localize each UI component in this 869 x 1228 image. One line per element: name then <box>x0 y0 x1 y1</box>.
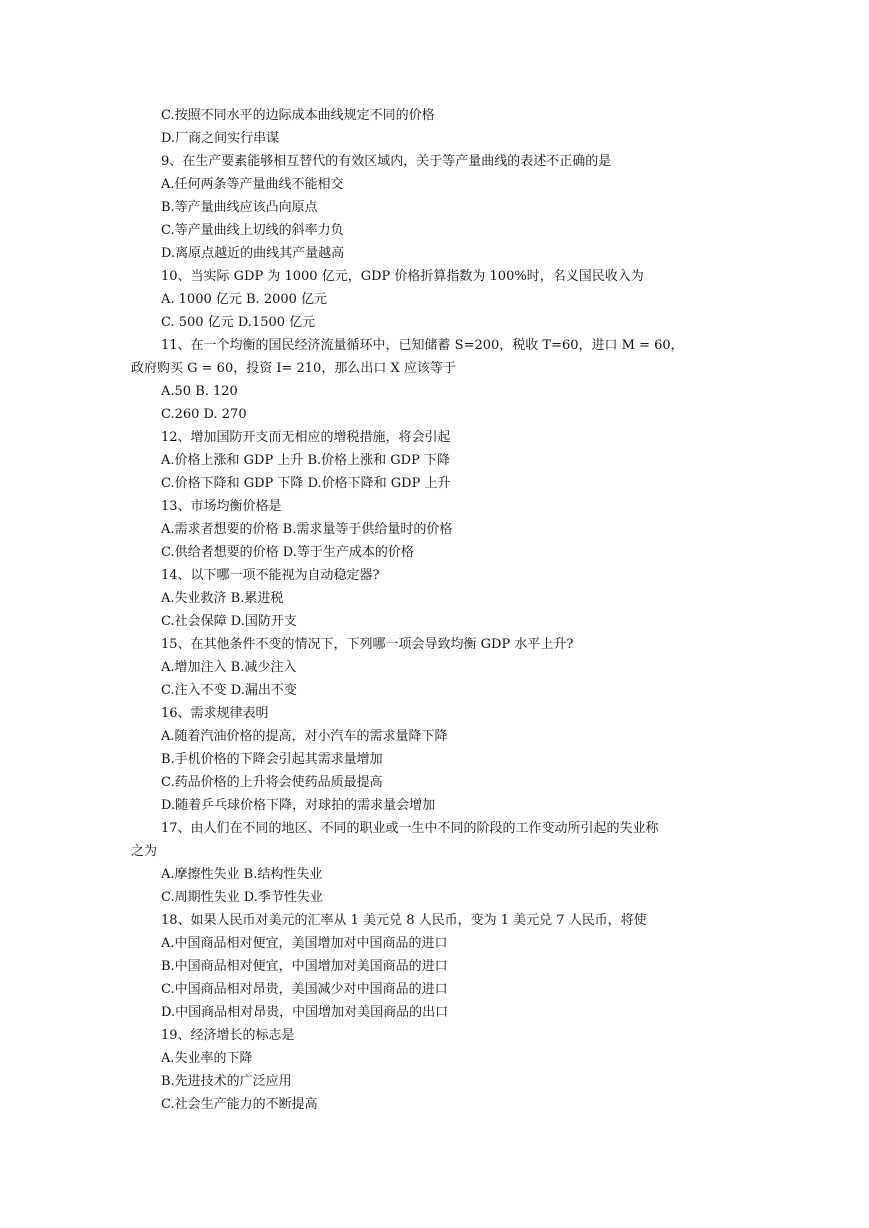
text-line: 12、增加国防开支而无相应的增税措施，将会引起 <box>161 430 451 445</box>
text-line: A.价格上涨和 GDP 上升 B.价格上涨和 GDP 下降 <box>161 453 450 468</box>
text-line: A.失业救济 B.累进税 <box>161 591 284 606</box>
text-line: C.中国商品相对昂贵，美国减少对中国商品的进口 <box>161 982 448 997</box>
text-line: D.中国商品相对昂贵，中国增加对美国商品的出口 <box>161 1005 449 1020</box>
text-line: C.周期性失业 D.季节性失业 <box>161 890 323 905</box>
text-line: C.等产量曲线上切线的斜率力负 <box>161 223 344 238</box>
text-line: C.社会保障 D.国防开支 <box>161 614 297 629</box>
text-line: D.随着乒乓球价格下降，对球拍的需求量会增加 <box>161 798 436 813</box>
text-line: 11、在一个均衡的国民经济流量循环中，已知储蓄 S=200，税收 T=60，进口 M = 60， <box>161 338 684 353</box>
text-line: 18、如果人民币对美元的汇率从 1 美元兑 8 人民币，变为 1 美元兑 7 人民币，将使 <box>161 913 647 928</box>
text-line: A.失业率的下降 <box>161 1051 253 1066</box>
text-line: 政府购买 G = 60，投资 I= 210，那么出口 X 应该等于 <box>131 361 456 376</box>
text-line: A.摩擦性失业 B.结构性失业 <box>161 867 323 882</box>
text-line: A.需求者想要的价格 B.需求量等于供给量时的价格 <box>161 522 453 537</box>
text-line: 10、当实际 GDP 为 1000 亿元，GDP 价格折算指数为 100%时，名义国民收入为 <box>161 269 644 284</box>
text-line: D.厂商之间实行串谋 <box>161 131 280 146</box>
text-line: C. 500 亿元 D.1500 亿元 <box>161 315 316 330</box>
text-line: 13、市场均衡价格是 <box>161 499 282 514</box>
text-line: 17、由人们在不同的地区、不同的职业或一生中不同的阶段的工作变动所引起的失业称 <box>161 821 659 836</box>
text-line: C.按照不同水平的边际成本曲线规定不同的价格 <box>161 108 435 123</box>
text-line: C.供给者想要的价格 D.等于生产成本的价格 <box>161 545 414 560</box>
text-line: A.任何两条等产量曲线不能相交 <box>161 177 344 192</box>
text-line: B.等产量曲线应该凸向原点 <box>161 200 318 215</box>
text-line: 14、以下哪一项不能视为自动稳定器? <box>161 568 380 583</box>
text-line: 19、经济增长的标志是 <box>161 1028 295 1043</box>
text-line: C.社会生产能力的不断提高 <box>161 1097 318 1112</box>
text-line: D.离原点越近的曲线其产量越高 <box>161 246 345 261</box>
text-line: 15、在其他条件不变的情况下，下列哪一项会导致均衡 GDP 水平上升? <box>161 637 574 652</box>
text-line: 9、在生产要素能够相互替代的有效区域内，关于等产量曲线的表述不正确的是 <box>161 154 612 169</box>
text-line: A.增加注入 B.减少注入 <box>161 660 297 675</box>
text-line: A.中国商品相对便宜，美国增加对中国商品的进口 <box>161 936 448 951</box>
text-line: C.260 D. 270 <box>161 407 247 422</box>
text-line: A.50 B. 120 <box>161 384 238 399</box>
document-page <box>131 104 771 1116</box>
text-line: C.价格下降和 GDP 下降 D.价格下降和 GDP 上升 <box>161 476 451 491</box>
text-line: 16、需求规律表明 <box>161 706 269 721</box>
text-line: 之为 <box>131 844 158 859</box>
text-line: A.随着汽油价格的提高，对小汽车的需求量降下降 <box>161 729 448 744</box>
text-line: C.药品价格的上升将会使药品质最提高 <box>161 775 383 790</box>
text-line: B.先进技术的广泛应用 <box>161 1074 292 1089</box>
text-line: B.中国商品相对便宜，中国增加对美国商品的进口 <box>161 959 448 974</box>
text-line: C.注入不变 D.漏出不变 <box>161 683 297 698</box>
text-line: A. 1000 亿元 B. 2000 亿元 <box>161 292 328 307</box>
text-line: B.手机价格的下降会引起其需求量增加 <box>161 752 383 767</box>
